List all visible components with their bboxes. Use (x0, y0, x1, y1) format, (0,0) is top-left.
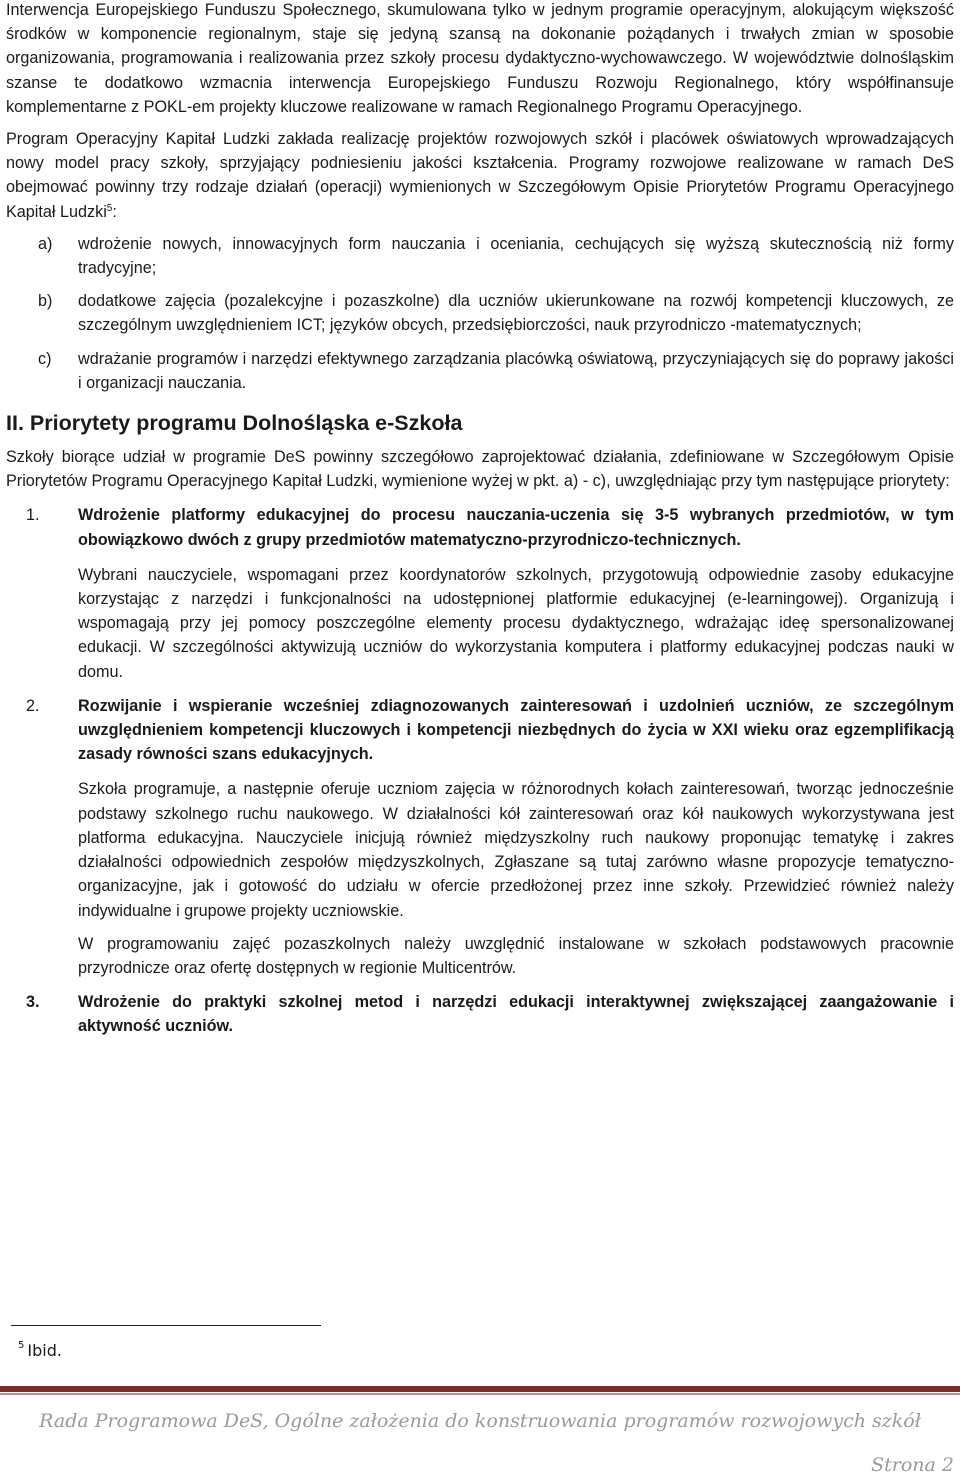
footer-title: Rada Programowa DeS, Ogólne założenia do konstruowania programów rozwojowych szkół (39, 1410, 921, 1432)
document-page (6, 0, 954, 1039)
priority-description: W programowaniu zajęć pozaszkolnych należy uwzględnić instalowane w szkołach podstawowych pracownie przyrodnicze oraz ofertę dostępnych w regionie Multicentrów. (78, 934, 954, 977)
priority-item-2 (6, 694, 954, 980)
list-marker: a) (38, 234, 53, 253)
footnote-separator (11, 1325, 321, 1326)
list-marker: b) (38, 292, 53, 311)
priority-title: Wdrożenie do praktyki szkolnej metod i narzędzi edukacji interaktywnej zwiększającej zaangażowanie i aktywność uczniów. (78, 993, 954, 1036)
footnote-number: 5 (18, 1340, 25, 1351)
footnote-ref[interactable]: 5 (106, 202, 113, 214)
list-item (6, 232, 954, 280)
priority-description: Wybrani nauczyciele, wspomagani przez koordynatorów szkolnych, przygotowują odpowiednie zasoby edukacyjne korzystając z narzędzi i funkcjonalności na udostępnionej platformie edukacyjnej (e-learningowej). Organizują i wspomagają przy jej pomocy poszczególne elementy procesu dydaktycznego, wdrażając ideę spersonalizowanej edukacji. W szczególności aktywizują uczniów do wykorzystania komputera i platformy edukacyjnej podczas nauki w domu. (78, 565, 954, 681)
priority-marker: 1. (26, 506, 40, 525)
list-item-text: wdrażanie programów i narzędzi efektywnego zarządzania placówką oświatową, przyczyniających się do poprawy jakości i organizacji nauczania. (78, 349, 954, 392)
footnote-text: Ibid. (27, 1341, 62, 1360)
priority-title: Wdrożenie platformy edukacyjnej do procesu nauczania-uczenia się 3-5 wybranych przedmiotów, w tym obowiązkowo dwóch z grupy przedmiotów matematyczno-przyrodniczo-technicznych. (78, 506, 954, 549)
priorities-list (6, 503, 954, 1038)
priority-description: Szkoła programuje, a następnie oferuje uczniom zajęcia w różnorodnych kołach zainteresowań, tworząc jednocześnie podstawy szkolnego ruchu naukowego. W działalności kół zainteresowań oraz kół naukowych wykorzystywana jest platforma edukacyjna. Nauczyciele inicjują również międzyszkolny ruch naukowy proponując tematykę i zakres działalności odpowiednich zespołów międzyszkolnych, Zgłaszane są tutaj zarówno własne propozycje tematyczno-organizacyjne, jak i gotowość do udziału w ofercie przedłożonej przez inne szkoły. Przewidzieć również należy indywidualne i grupowe projekty uczniowskie. (78, 780, 954, 920)
priority-item-1 (6, 503, 954, 683)
list-item-text: dodatkowe zajęcia (pozalekcyjne i pozaszkolne) dla uczniów ukierunkowane na rozwój kompetencji kluczowych, ze szczególnym uwzględnieniem ICT; języków obcych, przedsiębiorczości, nauk przyrodniczo -matematycznych; (78, 292, 954, 335)
list-marker: c) (38, 349, 52, 368)
page-number: Strona 2 (871, 1454, 954, 1476)
section-intro: Szkoły biorące udział w programie DeS powinny szczegółowo zaprojektować działania, zdefiniowane w Szczegółowym Opisie Priorytetów Programu Operacyjnego Kapitał Ludzki, wymienione wyżej w pkt. a) - c), uwzględniając przy tym następujące priorytety: (6, 448, 954, 491)
intro-paragraph-2-end: : (112, 202, 117, 221)
section-heading: II. Priorytety programu Dolnośląska e-Szkoła (6, 411, 463, 436)
list-item (6, 347, 954, 395)
priority-title: Rozwijanie i wspieranie wcześniej zdiagnozowanych zainteresowań i uzdolnień uczniów, ze szczególnym uwzględnieniem kompetencji kluczowych i kompetencji niezbędnych do życia w XXI wieku oraz egzemplifikacją zasady równości szans edukacyjnych. (78, 696, 954, 764)
actions-list (6, 232, 954, 395)
intro-paragraph-2 (6, 127, 954, 224)
priority-item-3 (6, 990, 954, 1038)
priority-body (78, 503, 954, 683)
intro-paragraph-2-text: Program Operacyjny Kapitał Ludzki zakłada realizację projektów rozwojowych szkół i placówek oświatowych wprowadzających nowy model pracy szkoły, sprzyjający podniesieniu jakości kształcenia. Programy rozwojowe realizowane w ramach DeS obejmować powinny trzy rodzaje działań (operacji) wymienionych w Szczegółowym Opisie Priorytetów Programu Operacyjnego Kapitał Ludzki (6, 130, 954, 221)
list-item (6, 289, 954, 337)
list-item-text: wdrożenie nowych, innowacyjnych form nauczania i oceniania, cechujących się wyższą skutecznością niż formy tradycyjne; (78, 234, 954, 278)
priority-body (78, 990, 954, 1038)
priority-body (78, 694, 954, 980)
footnote (18, 1340, 62, 1362)
priority-marker: 3. (26, 993, 40, 1012)
footer-divider (0, 1386, 960, 1392)
intro-paragraph-1: Interwencja Europejskiego Funduszu Społecznego, skumulowana tylko w jednym programie operacyjnym, alokującym większość środków w komponencie regionalnym, staje się jedyną szansą na dokonanie pożądanych i trwałych zmian w sposobie organizowania, programowania i realizowania przez szkoły procesu dydaktyczno-wychowawczego. W województwie dolnośląskim szanse te dodatkowo wzmacnia interwencja Europejskiego Funduszu Rozwoju Regionalnego, który współfinansuje komplementarne z POKL-em projekty kluczowe realizowane w ramach Regionalnego Programu Operacyjnego. (6, 1, 954, 116)
priority-marker: 2. (26, 696, 40, 715)
footer-divider-thin (0, 1393, 960, 1395)
